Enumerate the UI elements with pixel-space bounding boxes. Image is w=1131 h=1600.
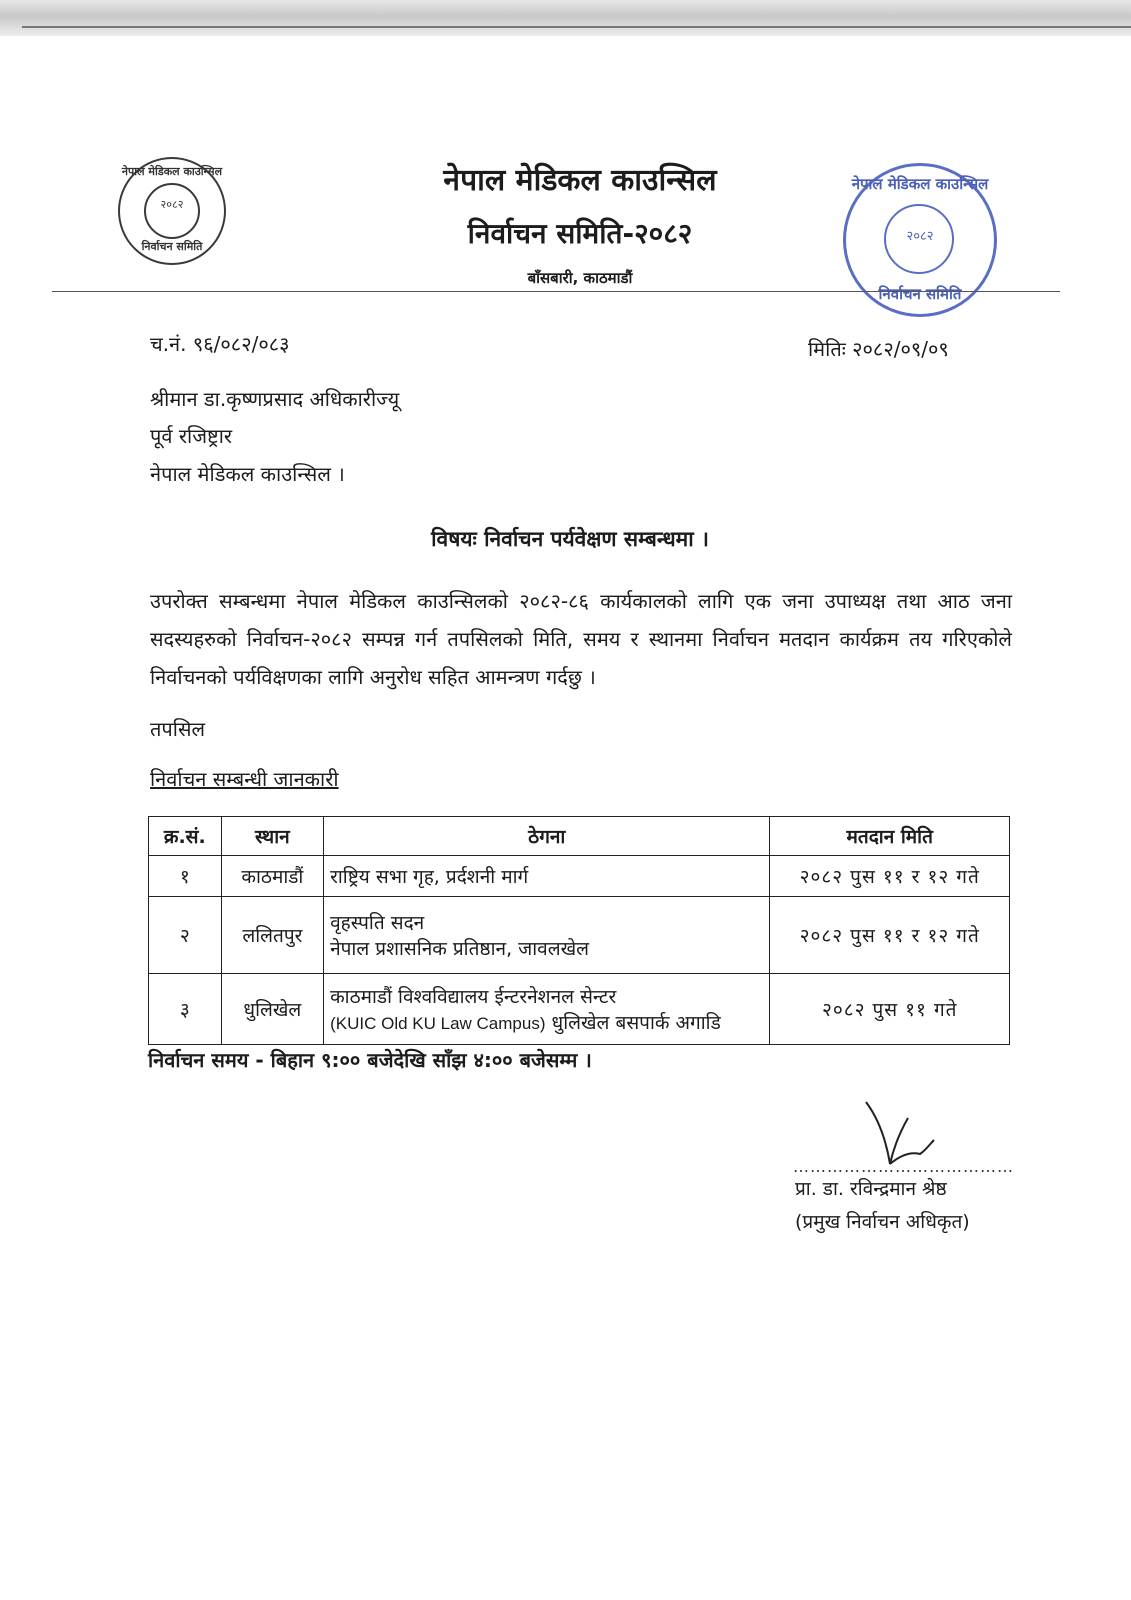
stamp-right-seal: [843, 163, 997, 317]
tapsil-heading: तपसिल: [150, 717, 206, 741]
table-title: निर्वाचन सम्बन्धी जानकारी: [150, 767, 339, 791]
signature-dotted-line: …………………………………: [793, 1157, 1014, 1176]
row-address: राष्ट्रिय सभा गृह, प्रर्दशनी मार्ग: [324, 856, 770, 897]
header-divider: [52, 291, 1060, 292]
row-address: [324, 897, 770, 974]
stamp-left-seal: [118, 157, 226, 265]
stamp-left-center: २०८२: [160, 198, 184, 211]
row-date: २०८२ पुस ११ र १२ गते: [770, 856, 1010, 897]
header-address: ठेगना: [324, 817, 770, 856]
scan-top-line: [22, 26, 1131, 28]
header-place: स्थान: [221, 817, 323, 856]
header-serial: क्र.सं.: [149, 817, 222, 856]
recipient-org: नेपाल मेडिकल काउन्सिल ।: [150, 462, 345, 486]
org-address: बाँसबारी, काठमाडौं: [527, 269, 633, 287]
election-time: निर्वाचन समय - बिहान ९:०० बजेदेखि साँझ ४:०० बजेसम्म ।: [148, 1048, 592, 1072]
org-name: नेपाल मेडिकल काउन्सिल: [443, 163, 717, 198]
election-info-table: [148, 816, 1010, 1045]
signature-mark: [860, 1088, 960, 1168]
header-date: मतदान मिति: [770, 817, 1010, 856]
letter-date: मितिः २०८२/०९/०९: [808, 337, 949, 361]
table-header-row: [149, 817, 1010, 856]
row-place: ललितपुर: [221, 897, 323, 974]
body-paragraph: उपरोक्त सम्बन्धमा नेपाल मेडिकल काउन्सिलको २०८२-८६ कार्यकालको लागि एक जना उपाध्यक्ष तथा आठ जना सदस्यहरुको निर्वाचन-२०८२ सम्पन्न गर्न तपसिलको मिति, समय र स्थानमा निर्वाचन मतदान कार्यक्रम तय गरिएकोले निर्वाचनको पर्यविक्षणका लागि अनुरोध सहित आमन्त्रण गर्दछु ।: [150, 589, 1012, 689]
stamp-left-ring-top: नेपाल मेडिकल काउन्सिल: [121, 165, 223, 178]
row-date: २०८२ पुस ११ गते: [770, 974, 1010, 1045]
table-row: [149, 974, 1010, 1045]
recipient-designation: पूर्व रजिष्ट्रार: [150, 424, 233, 448]
recipient-name: श्रीमान डा.कृष्णप्रसाद अधिकारीज्यू: [150, 387, 400, 411]
row-address-line1: वृहस्पति सदन: [330, 912, 425, 934]
row-serial: २: [149, 897, 222, 974]
row-place: काठमाडौं: [221, 856, 323, 897]
row-date: २०८२ पुस ११ र १२ गते: [770, 897, 1010, 974]
subject-line: विषयः निर्वाचन पर्यवेक्षण सम्बन्धमा ।: [431, 527, 709, 551]
row-address-latin: (KUIC Old KU Law Campus): [330, 1014, 546, 1033]
scan-top-edge: [0, 0, 1131, 36]
stamp-right-center: २०८२: [906, 229, 934, 244]
row-address-line2: [330, 1009, 763, 1035]
stamp-left-ring-bottom: निर्वाचन समिति: [141, 240, 203, 253]
row-address-line1: काठमाडौं विश्वविद्यालय ईन्टरनेशनल सेन्टर: [330, 986, 617, 1008]
stamp-right-ring-bottom: निर्वाचन समिति: [878, 285, 962, 303]
row-address: [324, 974, 770, 1045]
row-serial: १: [149, 856, 222, 897]
table-row: [149, 856, 1010, 897]
row-place: धुलिखेल: [221, 974, 323, 1045]
stamp-right-ring-top: नेपाल मेडिकल काउन्सिल: [851, 175, 989, 193]
row-serial: ३: [149, 974, 222, 1045]
signatory-title: (प्रमुख निर्वाचन अधिकृत): [795, 1211, 970, 1233]
reference-number: च.नं. ९६/०८२/०८३: [150, 332, 290, 356]
signatory-name: प्रा. डा. रविन्द्रमान श्रेष्ठ: [795, 1178, 947, 1200]
table-row: [149, 897, 1010, 974]
row-address-nepali: धुलिखेल बसपार्क अगाडि: [551, 1012, 721, 1034]
committee-name: निर्वाचन समिति-२०८२: [467, 217, 693, 250]
row-address-line2: नेपाल प्रशासनिक प्रतिष्ठान, जावलखेल: [330, 938, 590, 960]
